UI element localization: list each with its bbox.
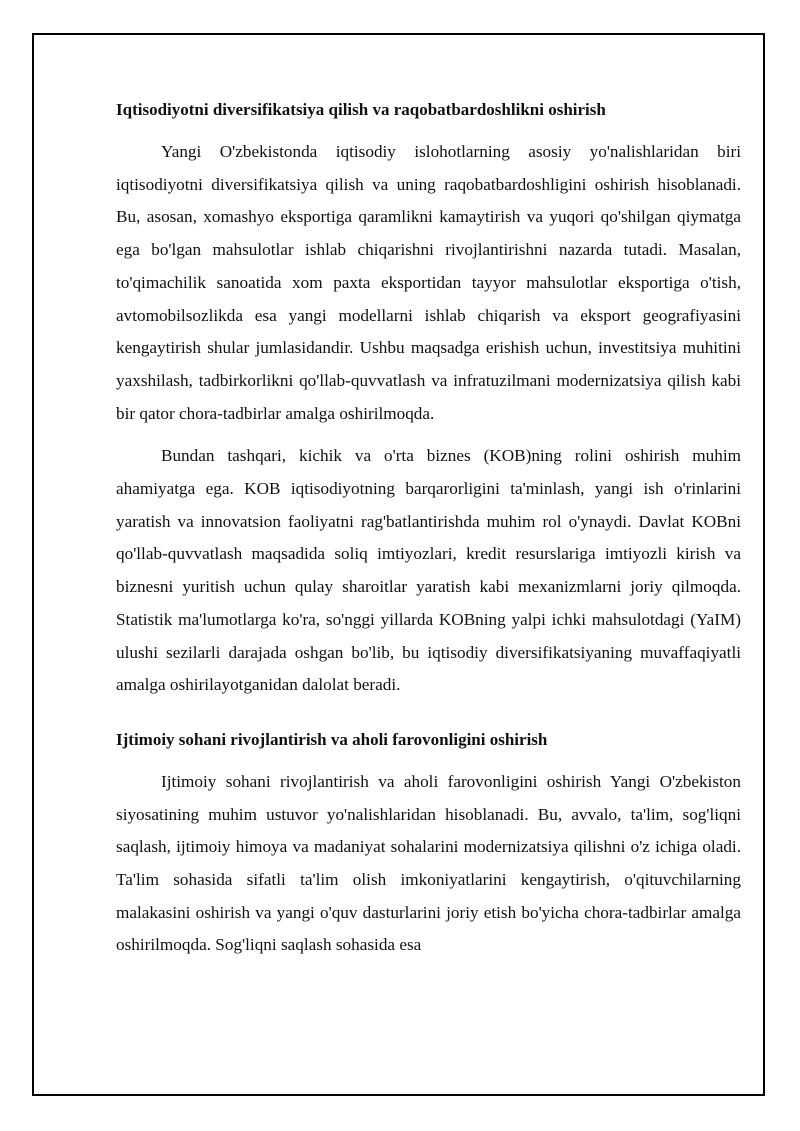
paragraph-social-1: Ijtimoiy sohani rivojlantirish va aholi farovonligini oshirish Yangi O'zbekiston siyosatining muhim ustuvor yo'nalishlaridan hisoblanadi. Bu, avvalo, ta'lim, sog'liqni saqlash, ijtimoiy himoya va madaniyat sohalarini modernizatsiya qilishni o'z ichiga oladi. Ta'lim sohasida sifatli ta'lim olish imkoniyatlarini kengaytirish, o'qituvchilarning malakasini oshirish va yangi o'quv dasturlarini joriy etish bo'yicha chora-tadbirlar amalga oshirilmoqda. Sog'liqni saqlash sohasida esa	[116, 771, 741, 955]
document-body	[116, 98, 741, 962]
paragraph-diversification-1: Yangi O'zbekistonda iqtisodiy islohotlarning asosiy yo'nalishlaridan biri iqtisodiyotni diversifikatsiya qilish va uning raqobatbardoshligini oshirish hisoblanadi. Bu, asosan, xomashyo eksportiga qaramlikni kamaytirish va yuqori qo'shilgan qiymatga ega bo'lgan mahsulotlar ishlab chiqarishni rivojlantirishni nazarda tutadi. Masalan, to'qimachilik sanoatida xom paxta eksportidan tayyor mahsulotlar eksportiga o'tish, avtomobilsozlikda esa yangi modellarni ishlab chiqarish va eksport geografiyasini kengaytirish shular jumlasidandir. Ushbu maqsadga erishish uchun, investitsiya muhitini yaxshilash, tadbirkorlikni qo'llab-quvvatlash va infratuzilmani modernizatsiya qilish kabi bir qator chora-tadbirlar amalga oshirilmoqda.	[116, 142, 741, 423]
section-heading-diversification: Iqtisodiyotni diversifikatsiya qilish va raqobatbardoshlikni oshirish	[116, 100, 606, 119]
paragraph-diversification-2: Bundan tashqari, kichik va o'rta biznes (KOB)ning rolini oshirish muhim ahamiyatga ega. KOB iqtisodiyotning barqarorligini ta'minlash, yangi ish o'rinlarini yaratish va innovatsion faoliyatni rag'batlantirishda muhim rol o'ynaydi. Davlat KOBni qo'llab-quvvatlash maqsadida soliq imtiyozlari, kredit resurslariga imtiyozli kirish va biznesni yuritish uchun qulay sharoitlar yaratish kabi mexanizmlarni joriy qilmoqda. Statistik ma'lumotlarga ko'ra, so'nggi yillarda KOBning yalpi ichki mahsulotdagi (YaIM) ulushi sezilarli darajada oshgan bo'lib, bu iqtisodiy diversifikatsiyaning muvaffaqiyatli amalga oshirilayotganidan dalolat beradi.	[116, 446, 741, 695]
section-heading-social: Ijtimoiy sohani rivojlantirish va aholi farovonligini oshirish	[116, 729, 548, 749]
